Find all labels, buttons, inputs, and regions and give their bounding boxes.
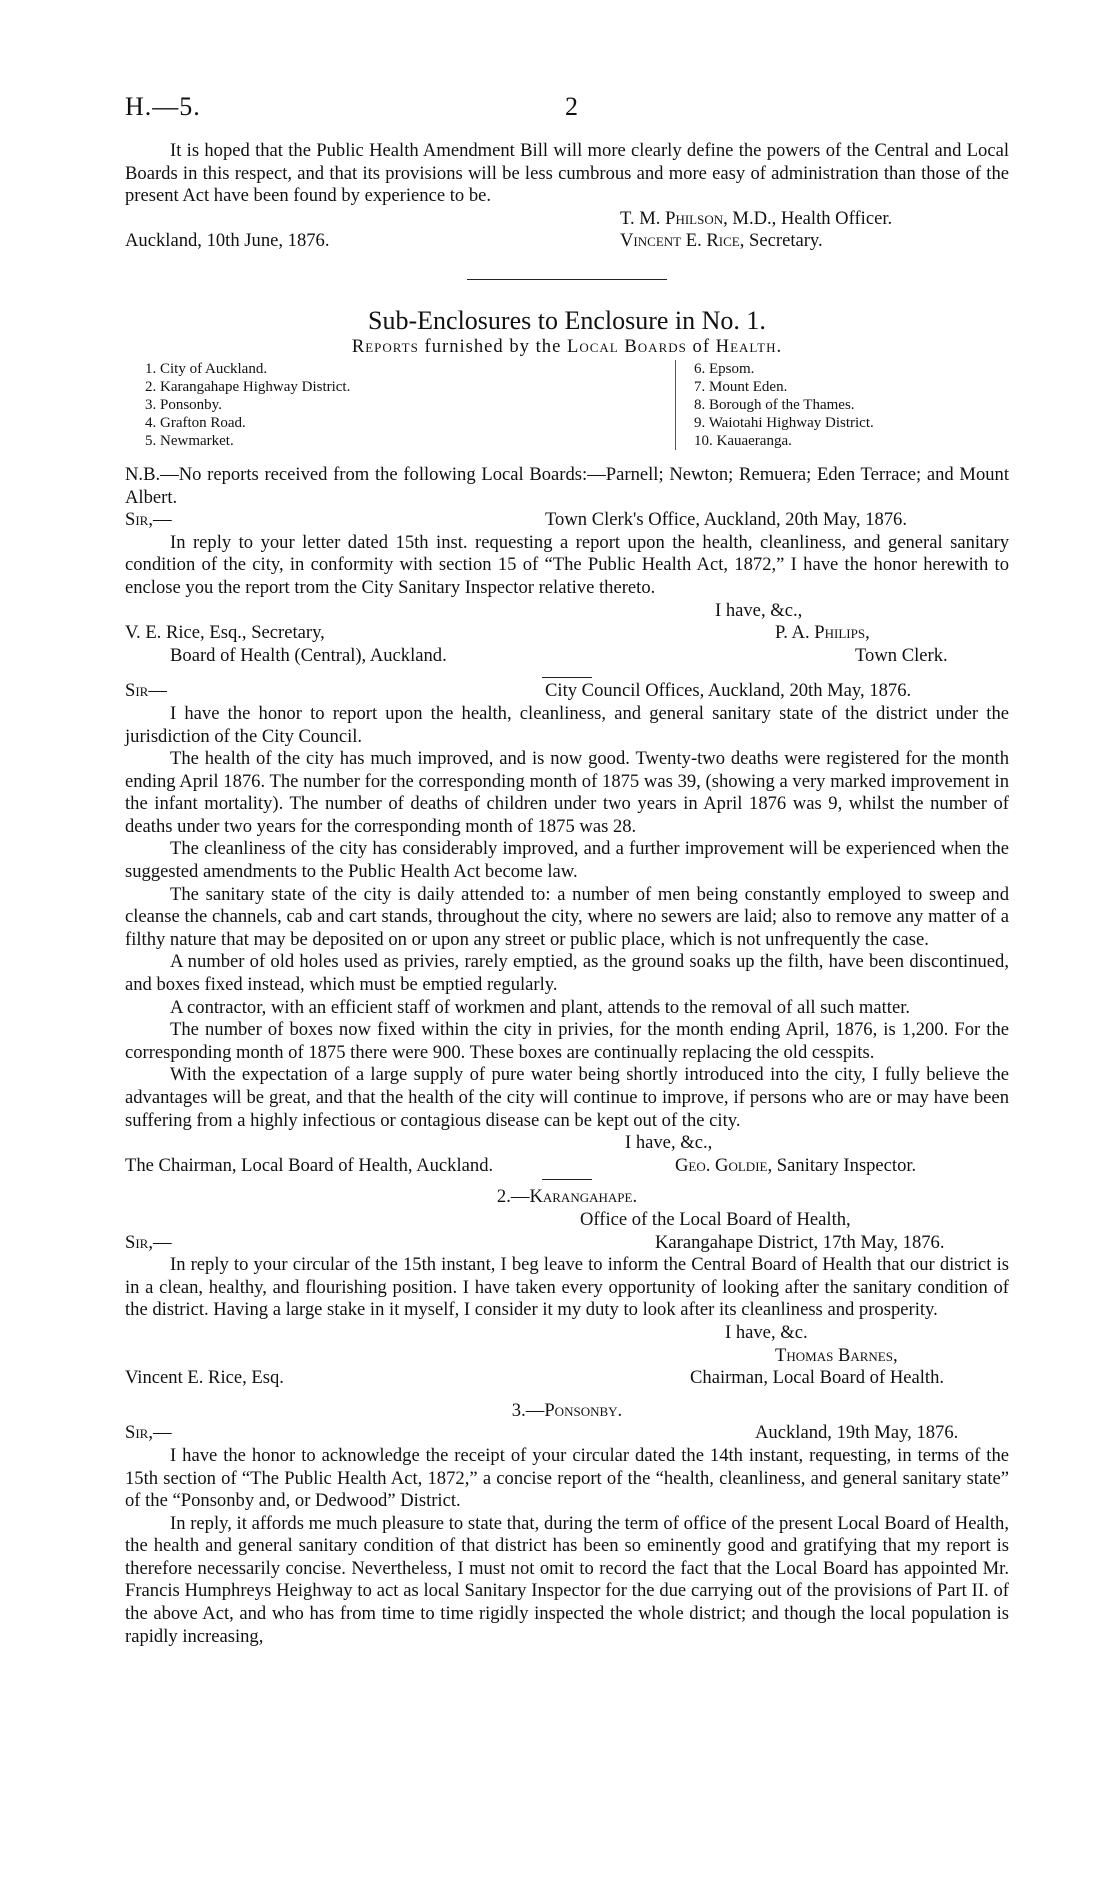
letter2-signer-role: , Sanitary Inspector. [767,1154,917,1176]
health-officer-role: , M.D., Health Officer. [723,207,893,229]
list-item: 9. Waiotahi Highway District. [694,414,874,431]
letter2-header [125,680,1009,703]
letter2-paragraph: I have the honor to report upon the health, cleanliness, and general sanitary state of the district under the jurisdiction of the City Council. [125,702,1009,747]
letter1-signer-role: Town Clerk. [855,644,948,666]
letter2-addressee: The Chairman, Local Board of Health, Auckland. [125,1154,494,1176]
letter2-paragraph: The sanitary state of the city is daily attended to: a number of men being constantly employed to sweep and cleanse the channels, cab and cart stands, throughout the city, where no sewers are laid; also to remove any matter of a filthy nature that may be deposited on or upon any street or public place, which is not unfrequently the case. [125,883,1009,950]
karangahape-address-line1: Office of the Local Board of Health, [580,1208,851,1230]
letter2-paragraph: The number of boxes now fixed within the city in privies, for the month ending April, 1876, is 1,200. For the corresponding month of 1875 there were 900. These boxes are continually replacing the old cesspits. [125,1019,1009,1063]
letter1-addressee-org: Board of Health (Central), Auckland. [170,644,447,666]
list-item: 8. Borough of the Thames. [694,396,855,413]
ponsonby-dateline: Auckland, 19th May, 1876. [755,1422,959,1444]
intro-signature-row-2 [125,230,1009,253]
ponsonby-paragraph: I have the honor to acknowledge the receipt of your circular dated the 14th instant, requesting, in terms of the 15th section of “The Public Health Act, 1872,” a concise report of the “health, cleanliness, and general sanitary state” of the “Ponsonby and, or Dedwood” District. [125,1444,1009,1512]
letter2-salutation: Sir— [125,680,167,702]
list-item: 7. Mount Eden. [694,378,788,395]
list-item: 10. Kauaeranga. [694,432,792,449]
karangahape-signer: Thomas Barnes [775,1344,893,1366]
letter1-salutation: Sir,— [125,509,172,531]
letter1-signer: P. A. Philips [775,622,866,644]
letter2-closing: I have, &c., [625,1132,713,1154]
list-item: 1. City of Auckland. [145,360,268,377]
letter1-dateline: Town Clerk's Office, Auckland, 20th May, 1876. [545,509,907,531]
intro-place-date: Auckland, 10th June, 1876. [125,230,330,252]
letter2-signer: Geo. Goldie [675,1154,768,1176]
ponsonby-paragraph: In reply, it affords me much pleasure to state that, during the term of office of the present Local Board of Health, the health and general sanitary condition of that district has been so eminently good and gratifying that my report is therefore necessarily concise. Nevertheless, I must not omit to record the fact that the Local Board has appointed Mr. Francis Humphreys Heighway to act as local Sanitary Inspector for the due carrying out of the provisions of Part II. of the above Act, and who has from time to time rigidly inspected the whole district; and though the local population is rapidly increasing, [125,1512,1009,1647]
page-number: 2 [565,92,578,121]
secretary-role: , Secretary. [739,230,823,252]
list-item: 3. Ponsonby. [145,396,222,413]
list-item: 2. Karangahape Highway District. [145,378,351,395]
section-title: Sub-Enclosures to Enclosure in No. 1. [368,305,766,335]
karangahape-signer-role: Chairman, Local Board of Health. [690,1367,945,1389]
list-item: 6. Epsom. [694,360,755,377]
letter2-paragraph: With the expectation of a large supply of pure water being shortly introduced into the city, I fully believe the advantages will be great, and that the health of the city will continue to improve, if persons who are or may have been suffering from a highly infectious or contagious disease can be kept out of the city. [125,1064,1009,1131]
intro-paragraph: It is hoped that the Public Health Amendment Bill will more clearly define the powers of the Central and Local Boards in this respect, and that its provisions will be less cumbrous and more easy of administration than those of the present Act have been found by experience to be. [125,140,1009,207]
letter2-paragraph: A number of old holes used as privies, rarely emptied, as the ground soaks up the filth, have been discontinued, and boxes fixed instead, which must be emptied regularly. [125,951,1009,996]
list-item: 4. Grafton Road. [145,414,246,431]
letter1-body: In reply to your letter dated 15th inst. requesting a report upon the health, cleanliness, and general sanitary condition of the city, in conformity with section 15 of “The Public Health Act, 1872,” I have the honor herewith to enclose you the report trom the City Sanitary Inspector relative thereto. [125,531,1009,598]
health-officer-name: T. M. Philson [620,207,724,229]
document-code: H.—5. [125,92,201,121]
karangahape-closing: I have, &c. [725,1321,808,1343]
letter1-header [125,509,1009,532]
letter1-closing: I have, &c., [715,599,803,621]
karangahape-salutation: Sir,— [125,1231,172,1253]
boards-list-right [675,360,874,450]
letter2-paragraph: The cleanliness of the city has considerably improved, and a further improvement will be experienced when the suggested amendments to the Public Health Act become law. [125,838,1009,883]
ponsonby-salutation: Sir,— [125,1422,172,1444]
karangahape-heading: 2.—Karangahape. [496,1186,638,1208]
letter2-paragraph: The health of the city has much improved, and is now good. Twenty-two deaths were registered for the month ending April 1876. The number for the corresponding month of 1875 was 39, (showing a very marked improvement in the infant mortality). The number of deaths of children under two years in April 1876 was 9, whilst the number of deaths under two years for the corresponding month of 1875 was 28. [125,748,1009,837]
letter2-paragraph: A contractor, with an efficient staff of workmen and plant, attends to the removal of all such matter. [170,996,911,1018]
section-subtitle: Reports furnished by the Local Boards of Health. [351,335,783,357]
intro-signature-row-1 [125,208,1009,231]
boards-list-left [145,360,350,450]
karangahape-address-line2: Karangahape District, 17th May, 1876. [655,1231,945,1253]
document-page: H.—5. 2 It is hoped that the Public Health Amendment Bill will more clearly define the powers of the Central and Local Boards in this respect, and that its provisions will be less cumbrous and more easy of administration than those of the present Act have been found by experience to be. T. M. Philson, M.D., Health Officer. Auckland, 10th June, 1876. Vincent E. Rice, Secretary. Sub-Enclosures to Enclosure in No. 1. Reports furnished by the Local Boards of Health. 1. City of Auckland. 2. Karangahape Highway District. 3. Ponsonby. 4. Grafton Road. 5. Newmarket. 6. Epsom. 7. Mount Eden. 8. Borough of the Thames. 9. Waiotahi Highway District. 10. Kauaeranga. N.B.—No reports received from the following Local Boards:—Parnell; Newton; Remuera; Eden Terrace; and Mount Albert. Sir,— Town Clerk's Office, Auckland, 20th May, 1876. In reply to your letter dated 15th inst. requesting a report upon the health, cleanliness, and general sanitary condition of the city, in conformity with section 15 of “The Public Health Act, 1872,” I have the honor herewith to enclose you the report trom the City Sanitary Inspector relative thereto. I have, &c., V. E. Rice, Esq., Secretary, P. A. Philips, Board of Health (Central), Auckland. Town Clerk. Sir— City Council Offices, Auckland, 20th May, 1876. I have the honor to report upon the health, cleanliness, and general sanitary state of the district under the jurisdiction of the City Council. The health of the city has much improved, and is now good. Twenty-two deaths were registered for the month ending April 1876. The number for the corresponding month of 1875 was 39, (showing a very marked improvement in the infant mortality). The number of deaths of children under two years in April 1876 was 9, whilst the number of deaths under two years for the corresponding month of 1875 was 28. The cleanliness of the city has considerably improved, and a further improvement will be experienced when the suggested amendments to the Public Health Act become law. The sanitary state of the city is daily attended to: a number of men being constantly employed to sweep and cleanse the channels, cab and cart stands, throughout the city, where no sewers are laid; also to remove any matter of a filthy nature that may be deposited on or upon any street or public place, which is not unfrequently the case. A number of old holes used as privies, rarely emptied, as the ground soaks up the filth, have been discontinued, and boxes fixed instead, which must be emptied regularly. A contractor, with an efficient staff of workmen and plant, attends to the removal of all such matter. The number of boxes now fixed within the city in privies, for the month ending April, 1876, is 1,200. For the corresponding month of 1875 there were 900. These boxes are continually replacing the old cesspits. With the expectation of a large supply of pure water being shortly introduced into the city, I fully believe the advantages will be great, and that the health of the city will continue to improve, if persons who are or may have been suffering from a highly infectious or contagious disease can be kept out of the city. I have, &c., The Chairman, Local Board of Health, Auckland. Geo. Goldie, Sanitary Inspector. 2.—Karangahape. Office of the Local Board of Health, Sir,— Karangahape District, 17th May, 1876. In reply to your circular of the 15th instant, I beg leave to inform the Central Board of Health that our district is in a clean, healthy, and flourishing position. I have taken every opportunity of looking after the sanitary condition of the district. Having a large stake in it myself, I consider it my duty to look after its cleanliness and prosperity. I have, &c. Thomas Barnes, Vincent E. Rice, Esq. Chairman, Local Board of Health. 3.—Ponsonby. Sir,— Auckland, 19th May, 1876. I have the honor to acknowledge the receipt of your circular dated the 14th instant, requesting, in terms of the 15th section of “The Public Health Act, 1872,” a concise report of the “health, cleanliness, and general sanitary state” of the “Ponsonby and, or Dedwood” District. In reply, it affords me much pleasure to state that, during the term of office of the present Local Board of Health, the health and general sanitary condition of that district has been so eminently good and gratifying that my report is therefore necessarily concise. Nevertheless, I must not omit to record the fact that the Local Board has appointed Mr. Francis Humphreys Heighway to act as local Sanitary Inspector for the due carrying out of the provisions of Part II. of the above Act, and who has from time to time rigidly inspected the whole district; and though the local population is rapidly increasing, [125,92,1009,1647]
page-header [125,92,1009,140]
secretary-name: Vincent E. Rice [620,230,740,252]
letter1-addressee: V. E. Rice, Esq., Secretary, [125,622,325,644]
boards-list [145,358,1009,464]
karangahape-addressee: Vincent E. Rice, Esq. [125,1367,284,1389]
letter2-dateline: City Council Offices, Auckland, 20th May, 1876. [545,680,912,702]
list-item: 5. Newmarket. [145,432,234,449]
karangahape-body: In reply to your circular of the 15th instant, I beg leave to inform the Central Board of Health that our district is in a clean, healthy, and flourishing position. I have taken every opportunity of looking after the sanitary condition of the district. Having a large stake in it myself, I consider it my duty to look after its cleanliness and prosperity. [125,1254,1009,1321]
ponsonby-heading: 3.—Ponsonby. [511,1399,623,1421]
nb-note: N.B.—No reports received from the following Local Boards:—Parnell; Newton; Remuera; Eden Terrace; and Mount Albert. [125,463,1009,508]
